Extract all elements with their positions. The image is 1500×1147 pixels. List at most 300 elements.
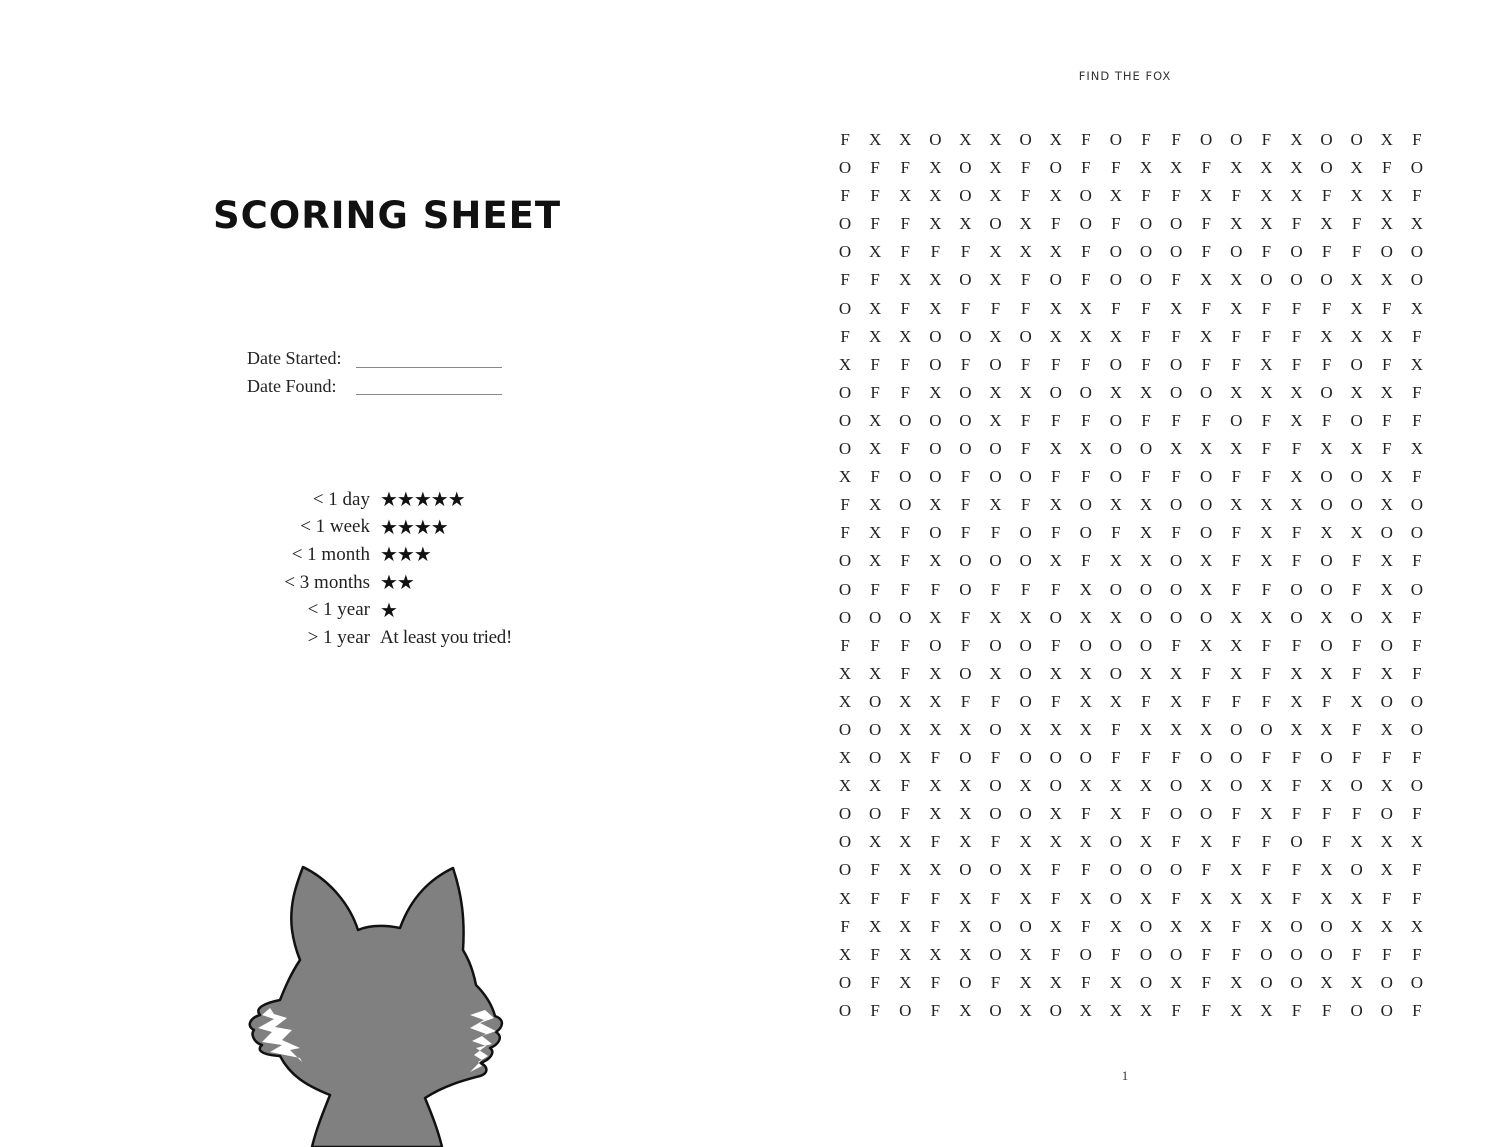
grid-cell[interactable]: O <box>929 523 942 543</box>
grid-cell[interactable]: F <box>1291 860 1302 880</box>
grid-cell[interactable]: F <box>900 158 910 178</box>
grid-cell[interactable]: F <box>1050 410 1061 430</box>
grid-cell[interactable]: O <box>1019 130 1032 149</box>
grid-cell[interactable]: F <box>1382 944 1392 964</box>
grid-cell[interactable]: X <box>989 326 1002 346</box>
grid-cell[interactable]: F <box>840 523 850 543</box>
grid-cell[interactable]: O <box>1019 326 1032 346</box>
grid-cell[interactable]: F <box>1351 551 1362 571</box>
grid-cell[interactable]: X <box>929 719 942 739</box>
grid-cell[interactable]: F <box>840 326 850 346</box>
grid-cell[interactable]: F <box>960 635 971 655</box>
grid-cell[interactable]: X <box>1139 1000 1153 1020</box>
grid-cell[interactable]: O <box>989 719 1002 739</box>
grid-cell[interactable]: X <box>1049 439 1062 459</box>
grid-cell[interactable]: O <box>1410 776 1423 796</box>
grid-cell[interactable]: O <box>838 298 852 318</box>
grid-cell[interactable]: X <box>1049 130 1062 149</box>
grid-cell[interactable]: F <box>1412 382 1422 402</box>
grid-cell[interactable]: X <box>929 495 942 515</box>
grid-cell[interactable]: O <box>1019 523 1032 543</box>
grid-cell[interactable]: F <box>1231 691 1241 711</box>
grid-cell[interactable]: X <box>1109 1000 1123 1020</box>
grid-cell[interactable]: O <box>959 579 972 599</box>
grid-cell[interactable]: X <box>1260 916 1273 936</box>
grid-cell[interactable]: O <box>838 551 852 571</box>
grid-cell[interactable]: O <box>1019 551 1032 571</box>
grid-cell[interactable]: O <box>1139 214 1153 234</box>
grid-cell[interactable]: X <box>959 832 972 852</box>
grid-cell[interactable]: O <box>1169 579 1183 599</box>
grid-cell[interactable]: O <box>1139 270 1153 290</box>
grid-cell[interactable]: F <box>1171 130 1181 149</box>
grid-cell[interactable]: F <box>1081 354 1091 374</box>
grid-cell[interactable]: O <box>989 944 1002 964</box>
grid-cell[interactable]: F <box>1261 748 1272 768</box>
grid-cell[interactable]: F <box>1231 832 1241 852</box>
grid-cell[interactable]: F <box>900 354 910 374</box>
grid-cell[interactable]: O <box>1169 944 1183 964</box>
grid-cell[interactable]: X <box>1410 439 1423 459</box>
grid-cell[interactable]: O <box>1049 158 1062 178</box>
grid-cell[interactable]: X <box>1350 916 1363 936</box>
grid-cell[interactable]: X <box>1019 776 1032 796</box>
grid-cell[interactable]: F <box>1351 663 1362 683</box>
grid-cell[interactable]: X <box>1049 916 1062 936</box>
grid-cell[interactable]: X <box>1380 467 1393 487</box>
grid-cell[interactable]: F <box>1050 354 1061 374</box>
grid-cell[interactable]: F <box>1081 467 1091 487</box>
grid-cell[interactable]: X <box>1380 776 1393 796</box>
grid-cell[interactable]: F <box>1231 944 1241 964</box>
grid-cell[interactable]: F <box>1201 354 1211 374</box>
grid-cell[interactable]: X <box>1230 382 1243 402</box>
grid-cell[interactable]: X <box>1260 776 1273 796</box>
grid-cell[interactable]: X <box>1380 832 1393 852</box>
grid-cell[interactable]: O <box>1019 635 1032 655</box>
grid-cell[interactable]: X <box>1290 495 1303 515</box>
grid-cell[interactable]: X <box>1320 214 1333 234</box>
grid-cell[interactable]: F <box>870 467 880 487</box>
grid-cell[interactable]: X <box>1019 860 1032 880</box>
grid-cell[interactable]: O <box>1079 523 1092 543</box>
grid-cell[interactable]: O <box>1019 748 1032 768</box>
grid-cell[interactable]: X <box>1169 439 1183 459</box>
grid-cell[interactable]: F <box>1111 298 1121 318</box>
grid-cell[interactable]: O <box>1230 410 1243 430</box>
grid-cell[interactable]: X <box>1260 607 1273 627</box>
grid-cell[interactable]: O <box>959 382 972 402</box>
grid-cell[interactable]: X <box>1109 607 1123 627</box>
grid-cell[interactable]: X <box>1200 635 1213 655</box>
grid-cell[interactable]: X <box>1290 691 1303 711</box>
grid-cell[interactable]: X <box>1260 495 1273 515</box>
grid-cell[interactable]: O <box>1410 579 1423 599</box>
grid-cell[interactable]: O <box>1410 719 1423 739</box>
grid-cell[interactable]: F <box>870 186 880 206</box>
grid-cell[interactable]: X <box>1169 719 1183 739</box>
grid-cell[interactable]: F <box>1201 663 1211 683</box>
grid-cell[interactable]: X <box>1019 1000 1032 1020</box>
grid-cell[interactable]: X <box>1230 270 1243 290</box>
grid-cell[interactable]: X <box>1079 579 1092 599</box>
grid-cell[interactable]: F <box>1171 635 1181 655</box>
grid-cell[interactable]: X <box>1079 1000 1092 1020</box>
grid-cell[interactable]: F <box>1321 832 1332 852</box>
grid-cell[interactable]: X <box>1200 832 1213 852</box>
grid-cell[interactable]: F <box>900 635 910 655</box>
grid-cell[interactable]: X <box>869 523 882 543</box>
grid-cell[interactable]: X <box>1230 663 1243 683</box>
grid-cell[interactable]: X <box>1079 663 1092 683</box>
grid-cell[interactable]: O <box>1380 972 1393 992</box>
grid-cell[interactable]: X <box>1260 382 1273 402</box>
grid-cell[interactable]: X <box>1019 832 1032 852</box>
grid-cell[interactable]: X <box>1139 832 1153 852</box>
grid-cell[interactable]: O <box>929 130 942 149</box>
grid-cell[interactable]: O <box>1380 635 1393 655</box>
grid-cell[interactable]: F <box>900 804 910 824</box>
grid-cell[interactable]: O <box>869 748 882 768</box>
grid-cell[interactable]: F <box>1261 242 1272 262</box>
grid-cell[interactable]: X <box>1320 860 1333 880</box>
grid-cell[interactable]: F <box>990 523 1001 543</box>
grid-cell[interactable]: X <box>1320 888 1333 908</box>
grid-cell[interactable]: F <box>1261 832 1272 852</box>
grid-cell[interactable]: X <box>1380 270 1393 290</box>
grid-cell[interactable]: O <box>838 719 852 739</box>
grid-cell[interactable]: X <box>1320 439 1333 459</box>
grid-cell[interactable]: O <box>899 607 912 627</box>
grid-cell[interactable]: X <box>1139 888 1153 908</box>
grid-cell[interactable]: X <box>929 663 942 683</box>
grid-cell[interactable]: F <box>1171 748 1181 768</box>
grid-cell[interactable]: X <box>1139 158 1153 178</box>
grid-cell[interactable]: X <box>1290 719 1303 739</box>
grid-cell[interactable]: O <box>959 748 972 768</box>
grid-cell[interactable]: F <box>1171 186 1181 206</box>
grid-cell[interactable]: X <box>869 410 882 430</box>
grid-cell[interactable]: O <box>1019 467 1032 487</box>
grid-cell[interactable]: O <box>1350 607 1363 627</box>
grid-cell[interactable]: F <box>1261 635 1272 655</box>
grid-cell[interactable]: X <box>929 214 942 234</box>
grid-cell[interactable]: F <box>1111 719 1121 739</box>
grid-cell[interactable]: O <box>1049 607 1062 627</box>
grid-cell[interactable]: X <box>1350 888 1363 908</box>
grid-cell[interactable]: F <box>1412 663 1422 683</box>
grid-cell[interactable]: O <box>1320 382 1333 402</box>
grid-cell[interactable]: X <box>1350 972 1363 992</box>
grid-cell[interactable]: X <box>929 270 942 290</box>
grid-cell[interactable]: O <box>1260 719 1273 739</box>
grid-cell[interactable]: F <box>870 382 880 402</box>
grid-cell[interactable]: X <box>1380 551 1393 571</box>
grid-cell[interactable]: F <box>1412 410 1422 430</box>
grid-cell[interactable]: X <box>1169 972 1183 992</box>
grid-cell[interactable]: O <box>1109 130 1123 149</box>
grid-cell[interactable]: F <box>930 748 941 768</box>
grid-cell[interactable]: F <box>1382 410 1392 430</box>
grid-cell[interactable]: X <box>899 719 912 739</box>
grid-cell[interactable]: X <box>1410 916 1423 936</box>
grid-cell[interactable]: X <box>899 916 912 936</box>
grid-cell[interactable]: X <box>989 242 1002 262</box>
grid-cell[interactable]: O <box>869 691 882 711</box>
grid-cell[interactable]: O <box>1290 242 1303 262</box>
grid-cell[interactable]: F <box>1321 691 1332 711</box>
grid-cell[interactable]: O <box>1380 1000 1393 1020</box>
grid-cell[interactable]: F <box>1351 944 1362 964</box>
grid-cell[interactable]: X <box>1049 242 1062 262</box>
grid-cell[interactable]: F <box>1382 298 1392 318</box>
grid-cell[interactable]: X <box>1380 186 1393 206</box>
grid-cell[interactable]: O <box>1169 551 1183 571</box>
grid-cell[interactable]: F <box>1351 719 1362 739</box>
grid-cell[interactable]: F <box>930 832 941 852</box>
grid-cell[interactable]: F <box>900 579 910 599</box>
grid-cell[interactable]: O <box>1139 242 1153 262</box>
grid-cell[interactable]: X <box>959 916 972 936</box>
grid-cell[interactable]: F <box>990 972 1001 992</box>
grid-cell[interactable]: X <box>1260 158 1273 178</box>
grid-cell[interactable]: F <box>1261 326 1272 346</box>
grid-cell[interactable]: X <box>959 804 972 824</box>
grid-cell[interactable]: X <box>1139 382 1153 402</box>
grid-cell[interactable]: X <box>869 551 882 571</box>
grid-cell[interactable]: X <box>959 888 972 908</box>
grid-cell[interactable]: O <box>1139 439 1153 459</box>
grid-cell[interactable]: F <box>1382 748 1392 768</box>
grid-cell[interactable]: X <box>1260 214 1273 234</box>
grid-cell[interactable]: F <box>900 523 910 543</box>
grid-cell[interactable]: O <box>959 972 972 992</box>
grid-cell[interactable]: O <box>838 439 852 459</box>
grid-cell[interactable]: X <box>1380 326 1393 346</box>
grid-cell[interactable]: O <box>1139 607 1153 627</box>
grid-cell[interactable]: F <box>1081 860 1091 880</box>
grid-cell[interactable]: O <box>1169 776 1183 796</box>
grid-cell[interactable]: X <box>1350 186 1363 206</box>
grid-cell[interactable]: F <box>930 916 941 936</box>
grid-cell[interactable]: X <box>1019 382 1032 402</box>
grid-cell[interactable]: O <box>1410 523 1423 543</box>
grid-cell[interactable]: O <box>1380 804 1393 824</box>
grid-cell[interactable]: F <box>1321 1000 1332 1020</box>
grid-cell[interactable]: F <box>870 579 880 599</box>
grid-cell[interactable]: O <box>1200 748 1213 768</box>
grid-cell[interactable]: X <box>1049 832 1062 852</box>
grid-cell[interactable]: O <box>1260 944 1273 964</box>
grid-cell[interactable]: X <box>899 832 912 852</box>
grid-cell[interactable]: F <box>1291 354 1302 374</box>
grid-cell[interactable]: O <box>1169 860 1183 880</box>
grid-cell[interactable]: F <box>1291 439 1302 459</box>
grid-cell[interactable]: F <box>1291 298 1302 318</box>
grid-cell[interactable]: O <box>1019 804 1032 824</box>
grid-cell[interactable]: O <box>1079 214 1092 234</box>
grid-cell[interactable]: O <box>1169 804 1183 824</box>
grid-cell[interactable]: F <box>1141 467 1151 487</box>
grid-cell[interactable]: X <box>1230 607 1243 627</box>
grid-cell[interactable]: X <box>1049 326 1062 346</box>
grid-cell[interactable]: F <box>1081 410 1091 430</box>
grid-cell[interactable]: X <box>1079 691 1092 711</box>
grid-cell[interactable]: X <box>929 804 942 824</box>
grid-cell[interactable]: F <box>900 382 910 402</box>
grid-cell[interactable]: O <box>959 551 972 571</box>
grid-cell[interactable]: F <box>1412 860 1422 880</box>
grid-cell[interactable]: X <box>1230 439 1243 459</box>
grid-cell[interactable]: X <box>1290 186 1303 206</box>
grid-cell[interactable]: O <box>869 804 882 824</box>
grid-cell[interactable]: X <box>838 944 852 964</box>
grid-cell[interactable]: F <box>1171 832 1181 852</box>
grid-cell[interactable]: F <box>1321 410 1332 430</box>
grid-cell[interactable]: F <box>1020 354 1031 374</box>
grid-cell[interactable]: X <box>1260 523 1273 543</box>
grid-cell[interactable]: F <box>840 495 850 515</box>
grid-cell[interactable]: X <box>1200 579 1213 599</box>
grid-cell[interactable]: X <box>1260 804 1273 824</box>
grid-cell[interactable]: O <box>1380 691 1393 711</box>
grid-cell[interactable]: X <box>899 270 912 290</box>
grid-cell[interactable]: F <box>1171 270 1181 290</box>
grid-cell[interactable]: X <box>1260 186 1273 206</box>
grid-cell[interactable]: X <box>1169 916 1183 936</box>
grid-cell[interactable]: O <box>838 579 852 599</box>
grid-cell[interactable]: O <box>1230 130 1243 149</box>
grid-cell[interactable]: F <box>1261 579 1272 599</box>
grid-cell[interactable]: F <box>870 944 880 964</box>
grid-cell[interactable]: O <box>959 326 972 346</box>
grid-cell[interactable]: X <box>1019 719 1032 739</box>
grid-cell[interactable]: O <box>838 804 852 824</box>
grid-cell[interactable]: O <box>929 467 942 487</box>
grid-cell[interactable]: F <box>900 242 910 262</box>
grid-cell[interactable]: X <box>929 298 942 318</box>
grid-cell[interactable]: X <box>1169 663 1183 683</box>
grid-cell[interactable]: O <box>838 1000 852 1020</box>
grid-cell[interactable]: X <box>1049 804 1062 824</box>
grid-cell[interactable]: X <box>1350 270 1363 290</box>
grid-cell[interactable]: F <box>1020 298 1031 318</box>
grid-cell[interactable]: O <box>1019 663 1032 683</box>
grid-cell[interactable]: O <box>1290 607 1303 627</box>
grid-cell[interactable]: F <box>1141 130 1151 149</box>
grid-cell[interactable]: F <box>1141 804 1151 824</box>
grid-cell[interactable]: F <box>960 607 971 627</box>
grid-cell[interactable]: O <box>989 551 1002 571</box>
grid-cell[interactable]: O <box>1079 748 1092 768</box>
grid-cell[interactable]: X <box>1200 186 1213 206</box>
grid-cell[interactable]: O <box>929 326 942 346</box>
grid-cell[interactable]: F <box>1201 860 1211 880</box>
grid-cell[interactable]: X <box>1260 551 1273 571</box>
grid-cell[interactable]: F <box>1201 1000 1211 1020</box>
grid-cell[interactable]: O <box>1410 242 1423 262</box>
grid-cell[interactable]: F <box>1412 551 1422 571</box>
grid-cell[interactable]: F <box>900 551 910 571</box>
grid-cell[interactable]: X <box>929 776 942 796</box>
grid-cell[interactable]: F <box>1111 944 1121 964</box>
grid-cell[interactable]: O <box>1049 776 1062 796</box>
grid-cell[interactable]: X <box>869 776 882 796</box>
grid-cell[interactable]: X <box>838 748 852 768</box>
grid-cell[interactable]: O <box>1320 748 1333 768</box>
grid-cell[interactable]: F <box>1171 888 1181 908</box>
grid-cell[interactable]: F <box>1141 186 1151 206</box>
grid-cell[interactable]: F <box>1050 467 1061 487</box>
grid-cell[interactable]: F <box>1081 972 1091 992</box>
grid-cell[interactable]: O <box>989 804 1002 824</box>
grid-cell[interactable]: F <box>1081 916 1091 936</box>
grid-cell[interactable]: X <box>1079 607 1092 627</box>
grid-cell[interactable]: X <box>838 354 852 374</box>
grid-cell[interactable]: X <box>1109 916 1123 936</box>
grid-cell[interactable]: O <box>1049 748 1062 768</box>
grid-cell[interactable]: F <box>1412 130 1422 149</box>
grid-cell[interactable]: F <box>1081 158 1091 178</box>
grid-cell[interactable]: F <box>1201 944 1211 964</box>
grid-cell[interactable]: F <box>1382 888 1392 908</box>
grid-cell[interactable]: F <box>1111 523 1121 543</box>
grid-cell[interactable]: F <box>1291 635 1302 655</box>
grid-cell[interactable]: O <box>959 186 972 206</box>
grid-cell[interactable]: O <box>1049 382 1062 402</box>
grid-cell[interactable]: X <box>1109 326 1123 346</box>
grid-cell[interactable]: X <box>1350 523 1363 543</box>
grid-cell[interactable]: X <box>1410 354 1423 374</box>
grid-cell[interactable]: X <box>1380 663 1393 683</box>
grid-cell[interactable]: F <box>1291 326 1302 346</box>
grid-cell[interactable]: O <box>1139 579 1153 599</box>
grid-cell[interactable]: X <box>989 382 1002 402</box>
grid-cell[interactable]: O <box>869 719 882 739</box>
grid-cell[interactable]: F <box>1321 242 1332 262</box>
grid-cell[interactable]: O <box>1079 495 1092 515</box>
grid-cell[interactable]: F <box>1351 635 1362 655</box>
grid-cell[interactable]: X <box>869 663 882 683</box>
grid-cell[interactable]: O <box>1019 916 1032 936</box>
grid-cell[interactable]: O <box>1290 972 1303 992</box>
grid-cell[interactable]: X <box>1320 326 1333 346</box>
grid-cell[interactable]: O <box>1320 495 1333 515</box>
grid-cell[interactable]: F <box>900 663 910 683</box>
grid-cell[interactable]: O <box>929 354 942 374</box>
grid-cell[interactable]: F <box>1291 523 1302 543</box>
grid-cell[interactable]: X <box>1230 298 1243 318</box>
grid-cell[interactable]: X <box>869 298 882 318</box>
grid-cell[interactable]: F <box>1081 130 1091 149</box>
grid-cell[interactable]: X <box>1109 495 1123 515</box>
grid-cell[interactable]: F <box>1050 523 1061 543</box>
grid-cell[interactable]: F <box>1081 551 1091 571</box>
grid-cell[interactable]: F <box>1321 186 1332 206</box>
grid-cell[interactable]: F <box>1291 776 1302 796</box>
grid-cell[interactable]: O <box>929 439 942 459</box>
grid-cell[interactable]: X <box>1019 888 1032 908</box>
grid-cell[interactable]: X <box>1049 495 1062 515</box>
grid-cell[interactable]: X <box>899 326 912 346</box>
grid-cell[interactable]: O <box>1109 410 1123 430</box>
grid-cell[interactable]: X <box>899 860 912 880</box>
grid-cell[interactable]: O <box>989 214 1002 234</box>
grid-cell[interactable]: O <box>989 354 1002 374</box>
grid-cell[interactable]: F <box>1020 495 1031 515</box>
grid-cell[interactable]: F <box>1050 579 1061 599</box>
grid-cell[interactable]: O <box>1200 382 1213 402</box>
